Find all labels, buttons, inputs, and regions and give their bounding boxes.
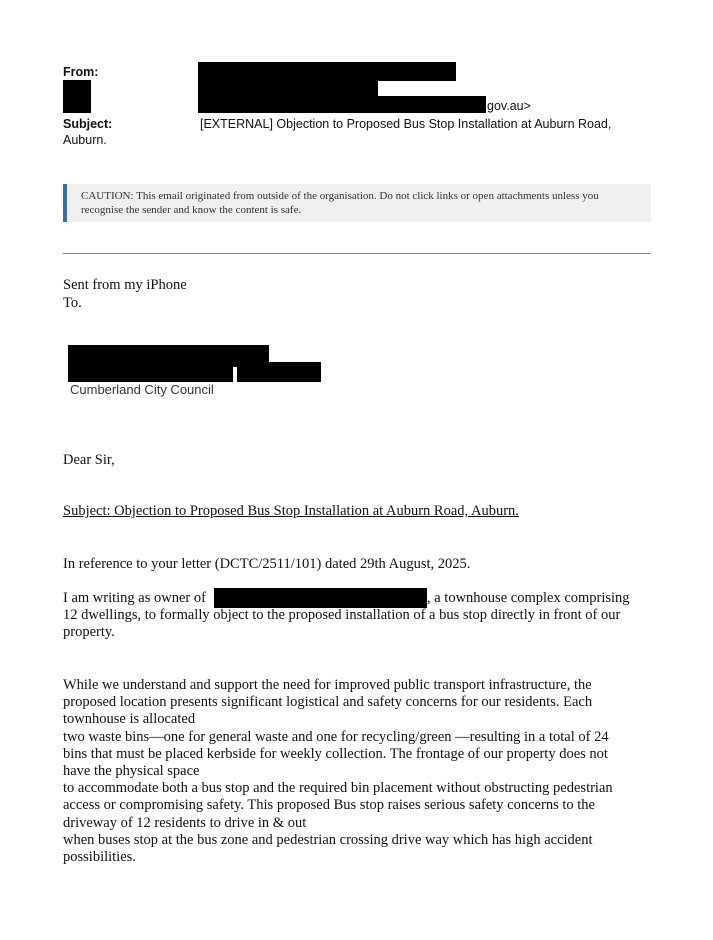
para2-line: have the physical space (63, 763, 200, 780)
caution-banner (63, 184, 651, 222)
subject-continuation: Auburn. (63, 133, 107, 147)
para2-line: two waste bins—one for general waste and one for recycling/green —resulting in a total of 24 (63, 728, 609, 745)
reference-line: In reference to your letter (DCTC/2511/101) dated 29th August, 2025. (63, 556, 471, 572)
letter-subject-line (63, 503, 519, 520)
para2-line: to accommodate both a bus stop and the required bin placement without obstructing pedestrian (63, 780, 613, 797)
para2-line: While we understand and support the need for improved public transport infrastructure, the (63, 677, 592, 693)
subject-label: Subject: (63, 117, 113, 131)
email-domain-suffix: gov.au> (487, 99, 531, 113)
redacted-signature-title (68, 362, 233, 382)
signature-organisation: Cumberland City Council (70, 382, 214, 397)
redacted-from-block (63, 80, 91, 113)
subject-text: [EXTERNAL] Objection to Proposed Bus Stop Installation at Auburn Road, (200, 117, 612, 131)
redacted-property-address (214, 588, 427, 608)
redacted-sender-line (198, 80, 378, 97)
para1-start: I am writing as owner of (63, 590, 206, 606)
redacted-email-address (198, 96, 486, 113)
para2-line: bins that must be placed kerbside for weekly collection. The frontage of our property does not (63, 745, 608, 762)
caution-line-2: recognise the sender and know the content is safe. (81, 203, 302, 216)
para2 (63, 677, 613, 866)
para2-line: driveway of 12 residents to drive in & out (63, 814, 307, 831)
para2-line: access or compromising safety. This proposed Bus stop raises serious safety concerns to the (63, 797, 595, 814)
from-label: From: (63, 65, 99, 79)
para1-line3: property. (63, 624, 115, 640)
caution-line-1: CAUTION: This email originated from outside of the organisation. Do not click links or open attachments unless you (81, 190, 599, 202)
redacted-sender-name (198, 62, 456, 81)
para1-after-redaction: , a townhouse complex comprising (427, 590, 630, 606)
letter-subject-underlined: Subject: Objection to Proposed Bus Stop Installation at Auburn Road, Auburn. (63, 503, 519, 519)
para2-line: when buses stop at the bus zone and pedestrian crossing drive way which has high accident (63, 831, 593, 848)
para2-line: possibilities. (63, 849, 136, 866)
para1-line2: 12 dwellings, to formally object to the proposed installation of a bus stop directly in front of our (63, 607, 621, 623)
to-line: To. (63, 295, 82, 311)
para2-line: proposed location presents significant logistical and safety concerns for our residents. Each (63, 694, 593, 711)
salutation: Dear Sir, (63, 452, 115, 468)
redacted-signature-extra (237, 362, 321, 382)
sent-from-line: Sent from my iPhone (63, 277, 187, 293)
divider (63, 253, 651, 254)
para2-line: townhouse is allocated (63, 711, 196, 728)
caution-text (81, 190, 641, 217)
